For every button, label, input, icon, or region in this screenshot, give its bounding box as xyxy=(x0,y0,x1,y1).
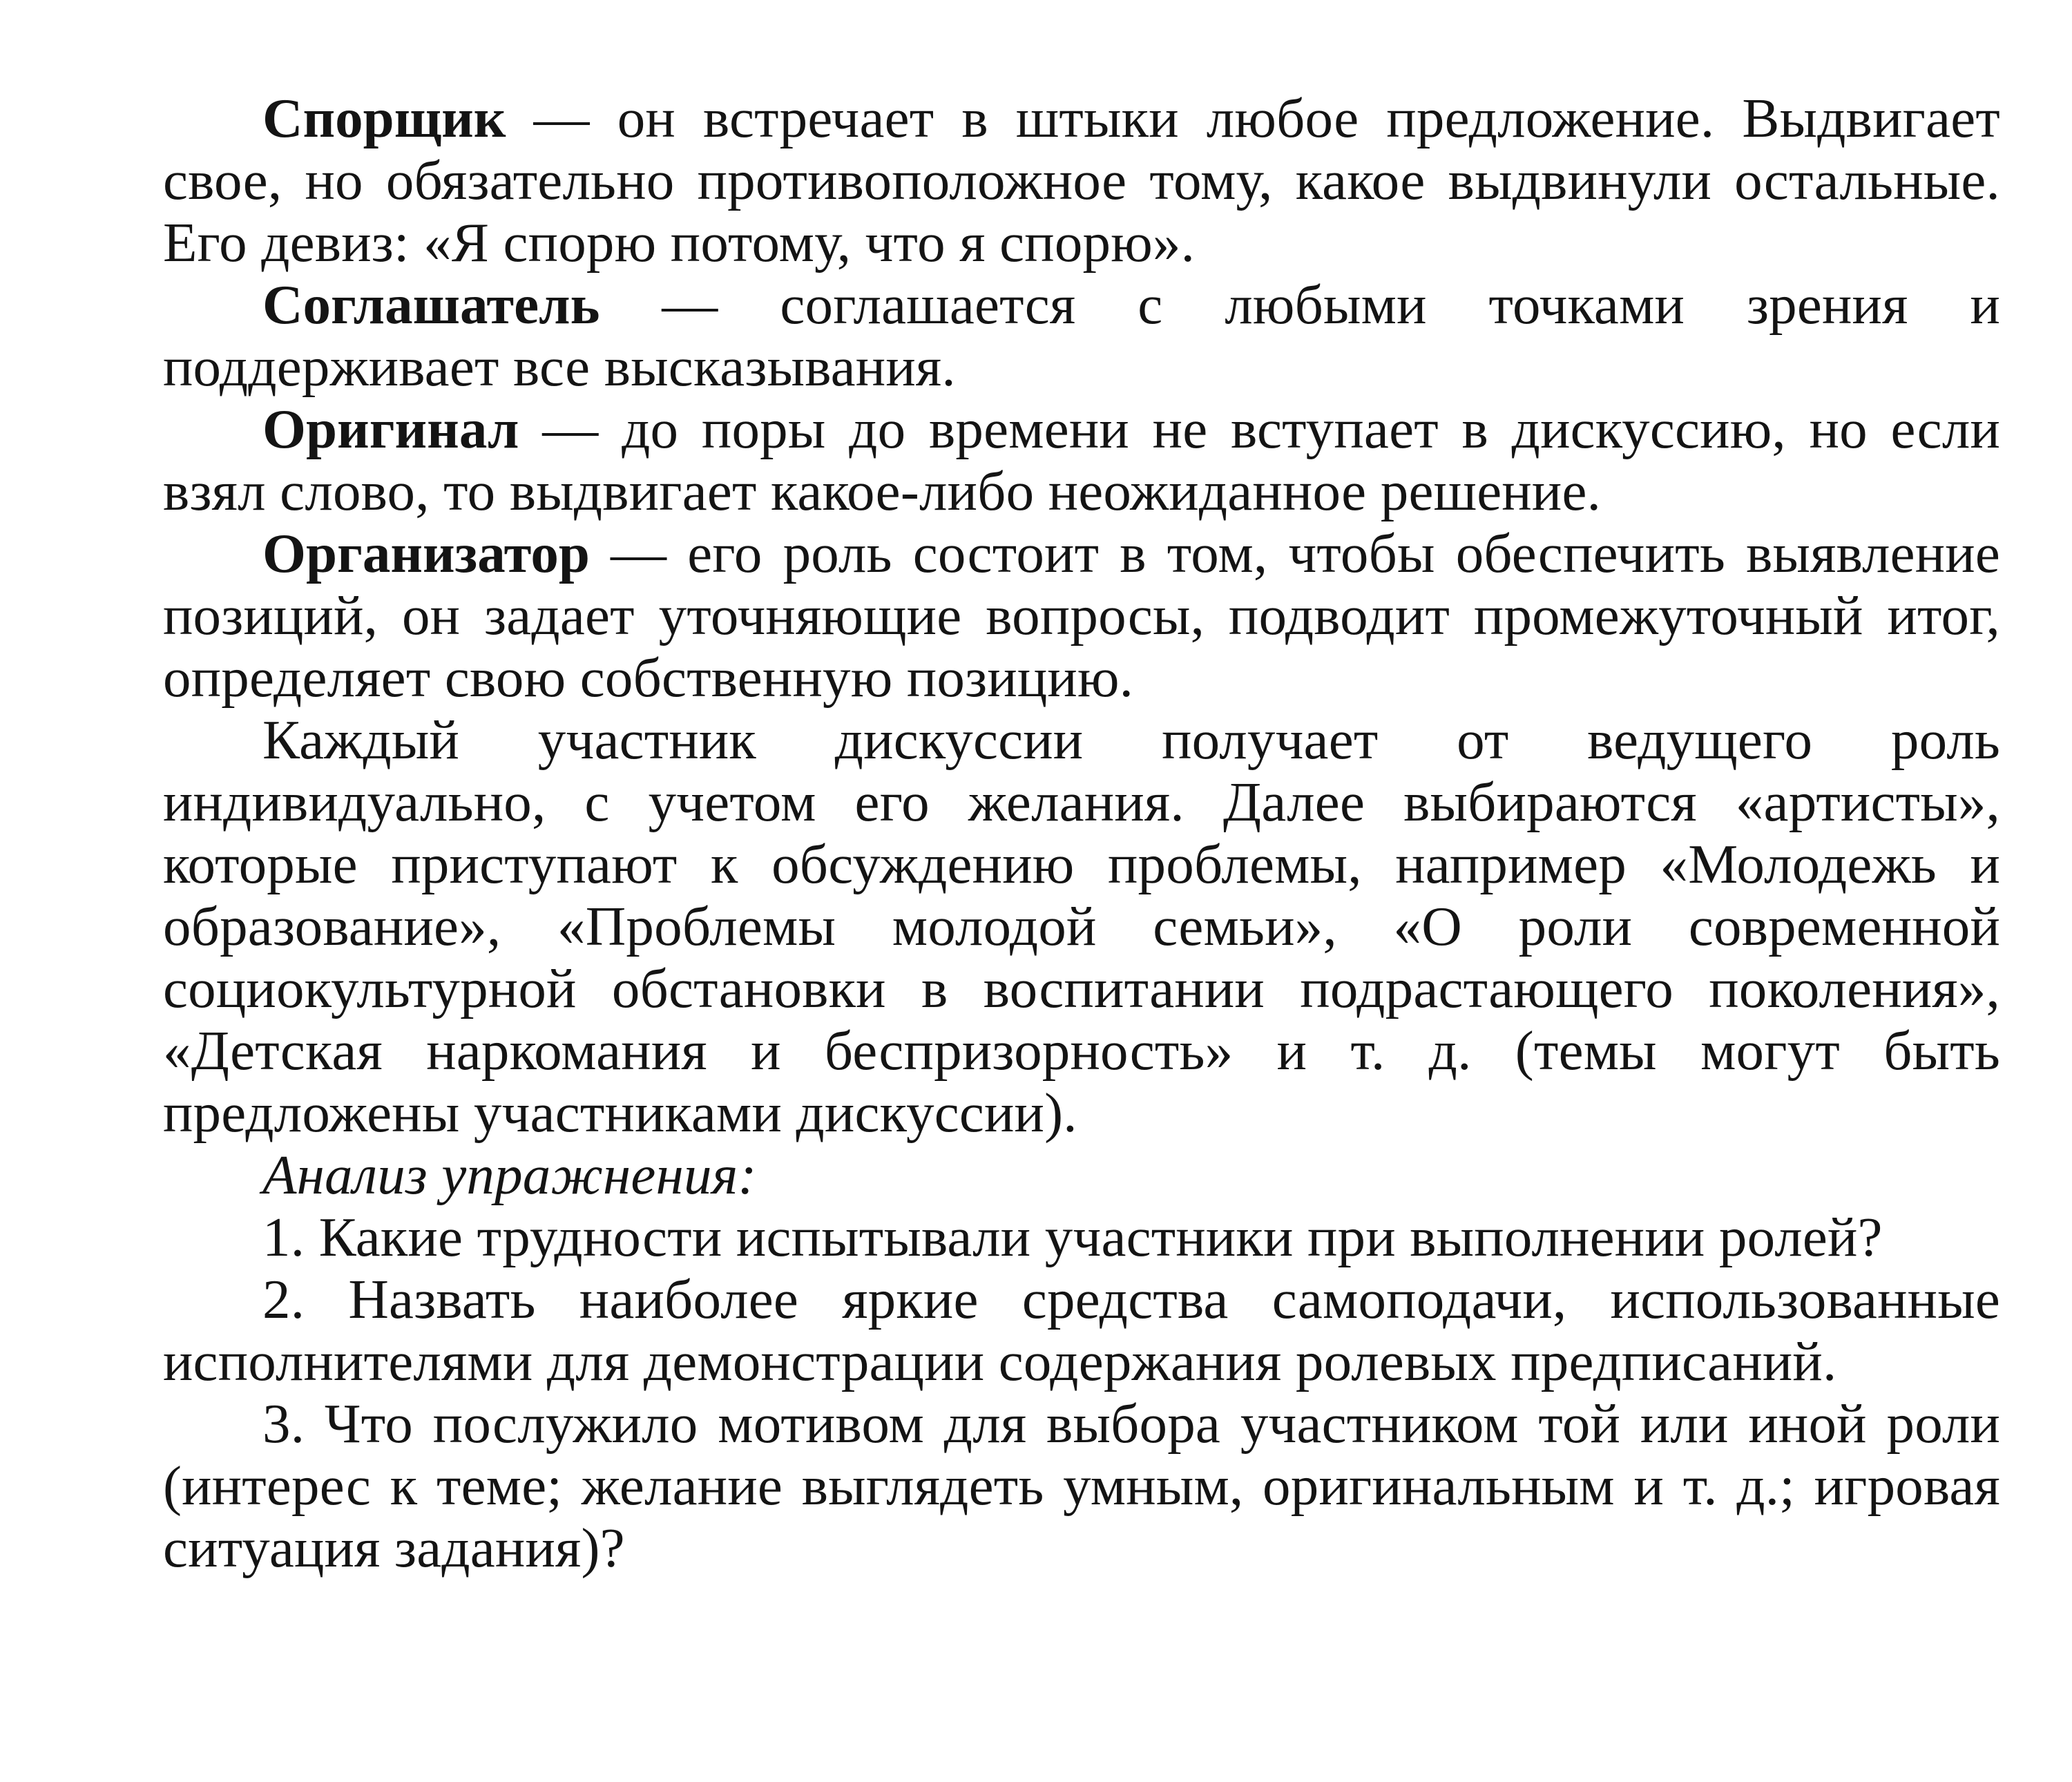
role-term: Организатор xyxy=(262,522,590,584)
analysis-heading: Анализ упражнения: xyxy=(262,1144,757,1206)
role-paragraph-agreer xyxy=(163,274,2000,398)
role-paragraph-original xyxy=(163,398,2000,522)
analysis-question: 3. Что послужило мотивом для выбора участником той или иной роли (интерес к теме; желание выглядеть умным, оригинальным и т. д.; игровая ситуация задания)? xyxy=(163,1392,2000,1579)
document-page xyxy=(163,87,2000,1579)
role-paragraph-organizer xyxy=(163,522,2000,709)
analysis-question: 2. Назвать наиболее яркие средства самоподачи, использованные исполнителями для демонстрации содержания ролевых предписаний. xyxy=(163,1268,2000,1392)
role-term: Соглашатель xyxy=(262,274,600,336)
role-description: — до поры до времени не вступает в дискуссию, но если взял слово, то выдвигает какое-либо неожиданное решение. xyxy=(163,398,2000,522)
role-term: Спорщик xyxy=(262,87,506,149)
role-term: Оригинал xyxy=(262,398,519,460)
role-paragraph-debater xyxy=(163,87,2000,274)
role-description: — он встречает в штыки любое предложение. Выдвигает свое, но обязательно противоположное тому, какое выдвинули остальные. Его девиз: «Я спорю потому, что я спорю». xyxy=(163,87,2000,274)
role-description: — его роль состоит в том, чтобы обеспечить выявление позиций, он задает уточняющие вопросы, подводит промежуточный итог, определяет свою собственную позицию. xyxy=(163,522,2000,709)
role-description: — соглашается с любыми точками зрения и поддерживает все высказывания. xyxy=(163,274,2000,398)
analysis-question: 1. Какие трудности испытывали участники при выполнении ролей? xyxy=(262,1206,1883,1268)
body-paragraph: Каждый участник дискуссии получает от ведущего роль индивидуально, с учетом его желания. Далее выбираются «артисты», которые приступают к обсуждению проблемы, например «Молодежь и образование», «Проблемы молодой семьи», «О роли современной социокультурной обстановки в воспитании подрастающего поколения», «Детская наркомания и беспризорность» и т. д. (темы могут быть предложены участниками дискуссии). xyxy=(163,709,2000,1144)
